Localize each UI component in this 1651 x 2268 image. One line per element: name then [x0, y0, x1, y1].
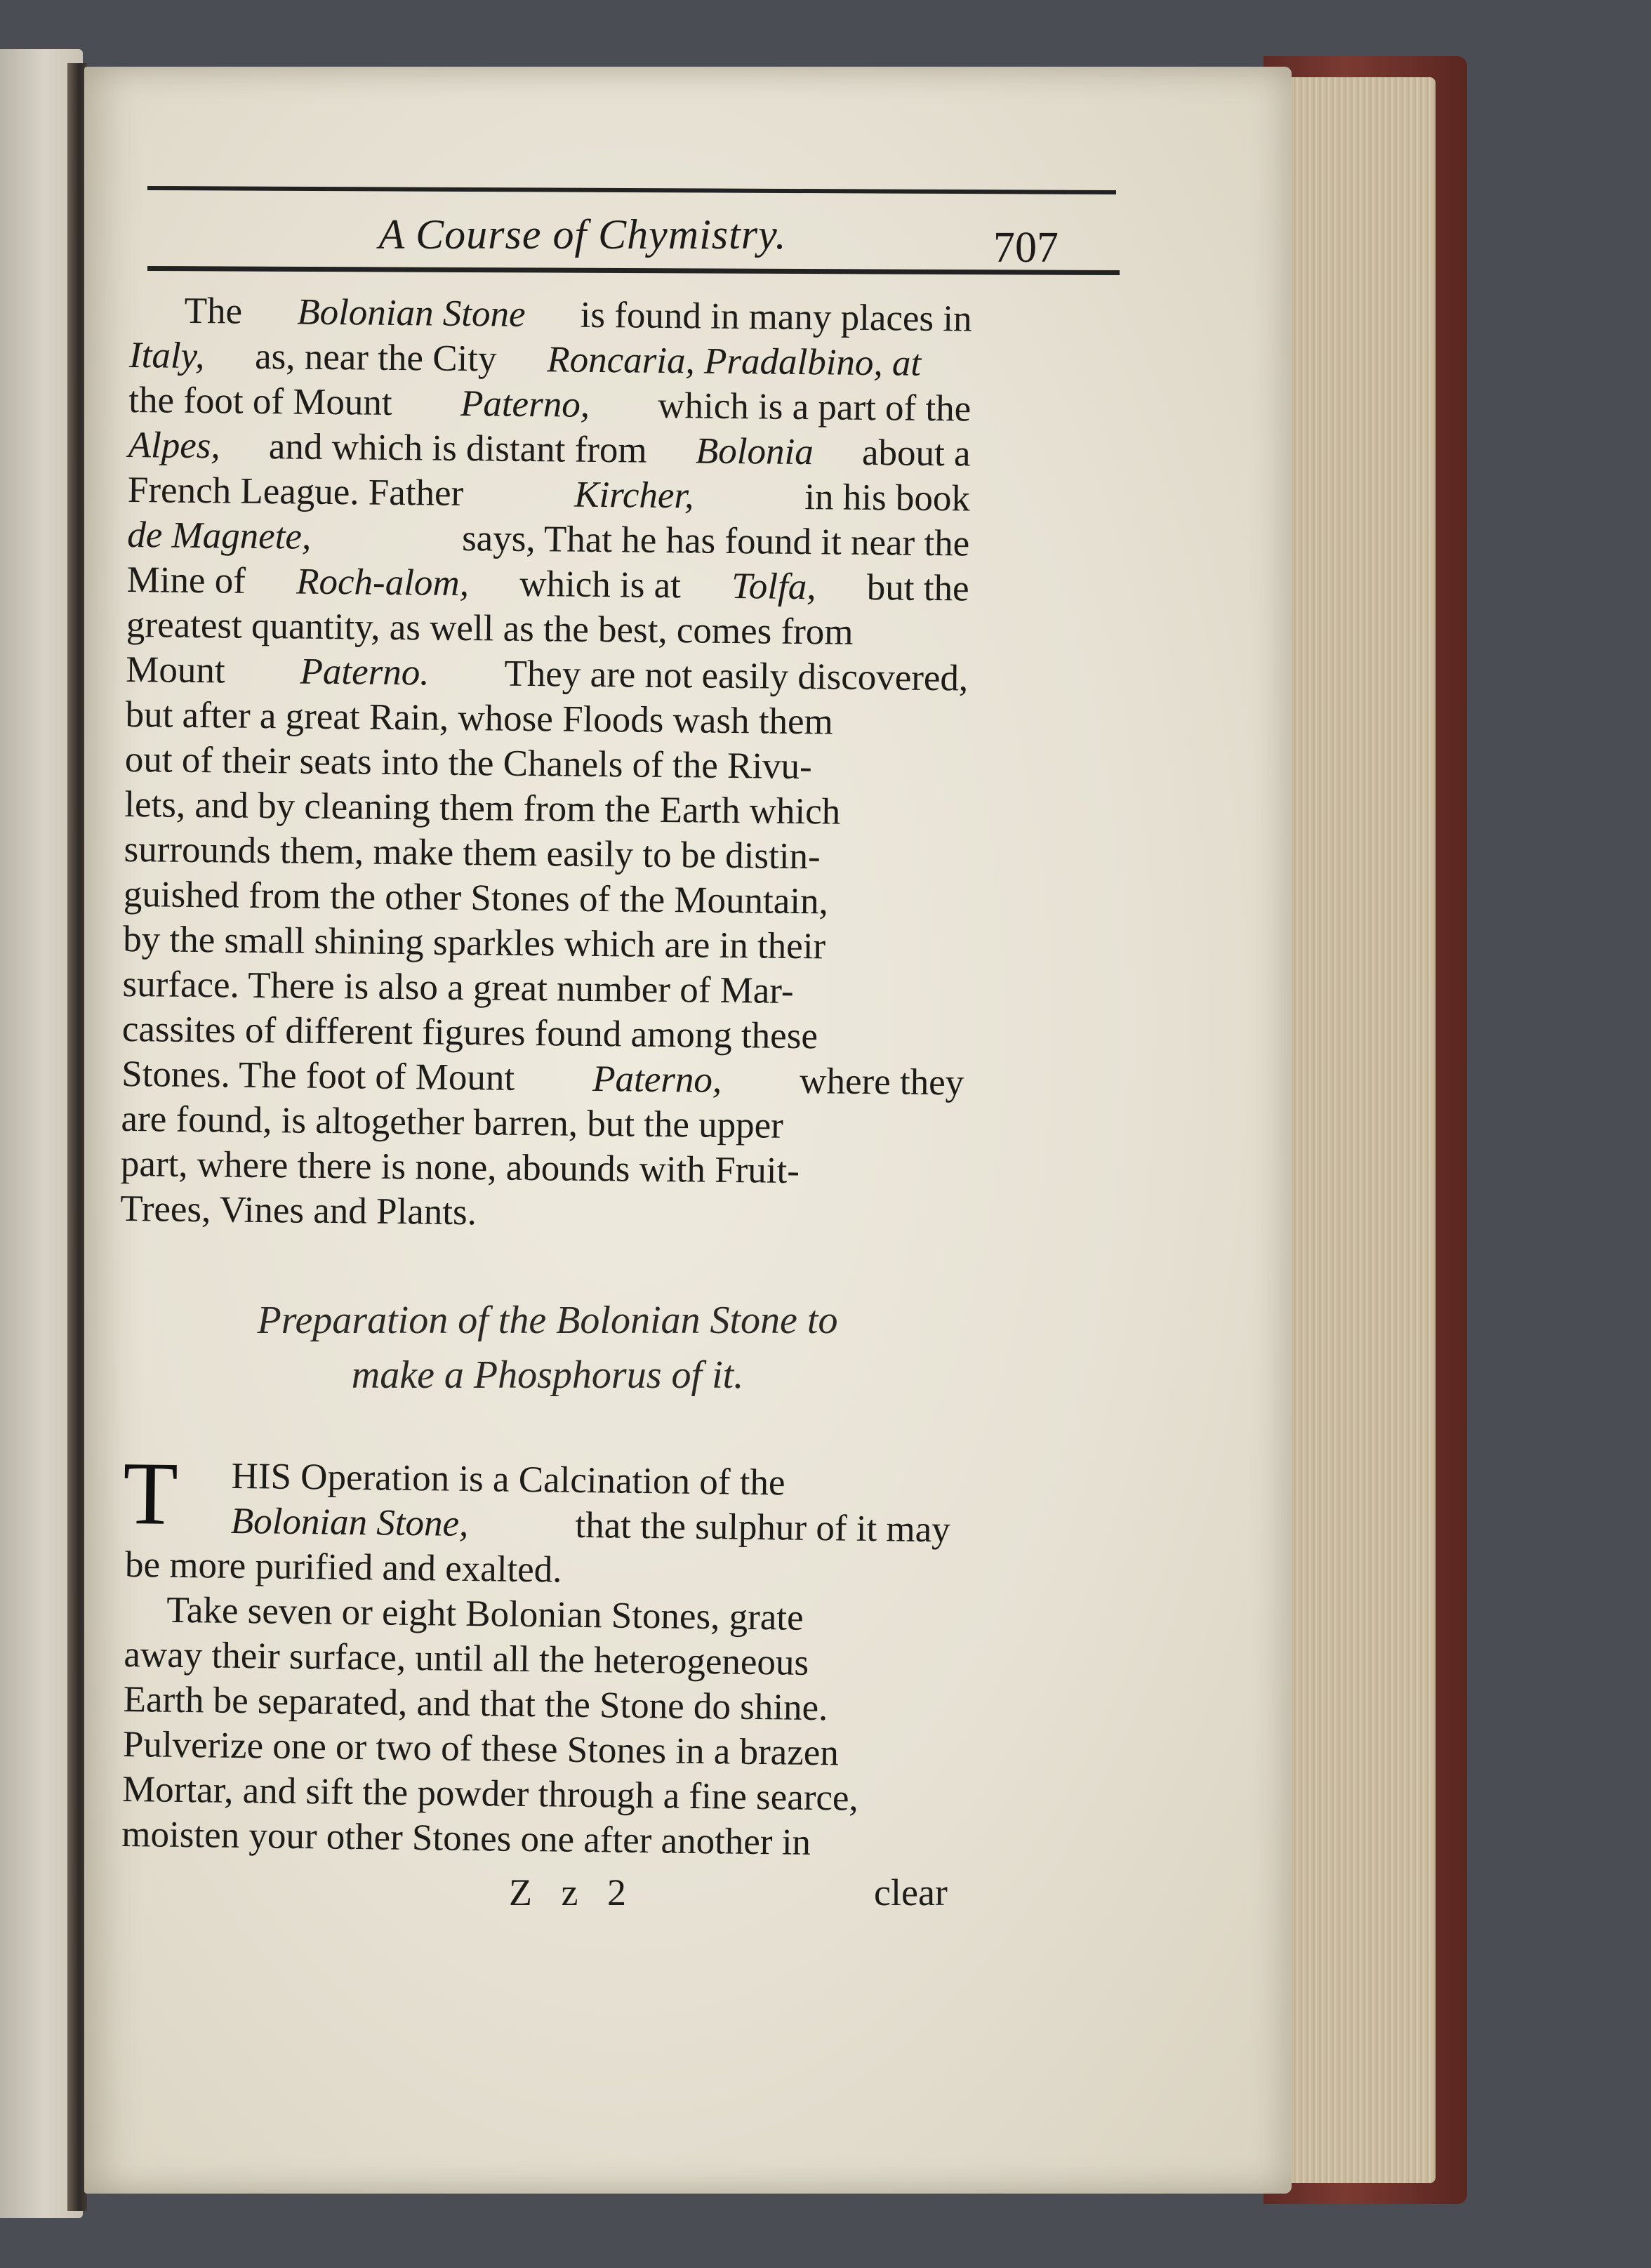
text-line: lets, and by cleaning them from the Earth which: [124, 783, 841, 833]
text-line: by the small shining sparkles which are in their: [122, 918, 826, 967]
signature-mark: Z z 2: [509, 1871, 636, 1914]
text-line: but after a great Rain, whose Floods wash them: [125, 694, 834, 743]
text-line: Bolonian Stone, that the sulphur of it may: [230, 1500, 951, 1551]
text-line: Mortar, and sift the powder through a fine searce,: [121, 1768, 859, 1819]
text-line: Mine of Roch-alom, which is at Tolfa, but the: [126, 559, 969, 609]
text-line: Take seven or eight Bolonian Stones, grate: [166, 1589, 804, 1638]
text-line: HIS Operation is a Calcination of the: [231, 1455, 785, 1504]
text-line: the foot of Mount Paterno, which is a part of the: [128, 379, 972, 430]
text-line: Italy, as, near the City Roncaria, Pradalbino, at: [128, 334, 922, 384]
text-line: guished from the other Stones of the Mountain,: [123, 873, 829, 922]
text-line: Pulverize one or two of these Stones in a brazen: [122, 1723, 840, 1774]
text-line: Trees, Vines and Plants.: [119, 1188, 477, 1233]
running-title: A Course of Chymistry.: [378, 211, 787, 258]
text-line: be more purified and exalted.: [124, 1544, 562, 1591]
text-line: surface. There is also a great number of Mar-: [122, 963, 794, 1012]
section-heading-line-2: make a Phosphorus of it.: [351, 1353, 744, 1397]
catchword: clear: [874, 1871, 948, 1914]
paragraph-bolonian-stone: [120, 288, 972, 1240]
page-number: 707: [993, 224, 1059, 272]
text-line: cassites of different figures found among these: [121, 1008, 818, 1057]
text-line: out of their seats into the Chanels of the Rivu-: [124, 738, 813, 788]
text-line: part, where there is none, abounds with Fruit-: [120, 1143, 800, 1192]
section-heading-line-1: Preparation of the Bolonian Stone to: [257, 1299, 838, 1342]
text-line: The Bolonian Stone is found in many places in: [184, 290, 972, 340]
text-line: de Magnete, says, That he has found it near the: [127, 514, 970, 564]
text-line: away their surface, until all the heterogeneous: [124, 1633, 809, 1683]
page-fore-edge: [1274, 77, 1435, 2183]
text-line: greatest quantity, as well as the best, comes from: [126, 604, 854, 653]
text-line: Mount Paterno. They are not easily discovered,: [125, 649, 969, 699]
drop-capital: T: [122, 1443, 179, 1544]
text-line: are found, is altogether barren, but the upper: [121, 1098, 784, 1146]
text-line: surrounds them, make them easily to be distin-: [124, 828, 821, 877]
text-line: Earth be separated, and that the Stone do shine.: [123, 1678, 828, 1729]
text-line: Alpes, and which is distant from Bolonia about a: [128, 424, 971, 475]
text-line: moisten your other Stones one after another in: [121, 1813, 811, 1863]
text-line: French League. Father Kircher, in his book: [127, 469, 971, 519]
paragraph-preparation: [121, 1443, 951, 1867]
text-line: Stones. The foot of Mount Paterno, where they: [121, 1053, 964, 1103]
